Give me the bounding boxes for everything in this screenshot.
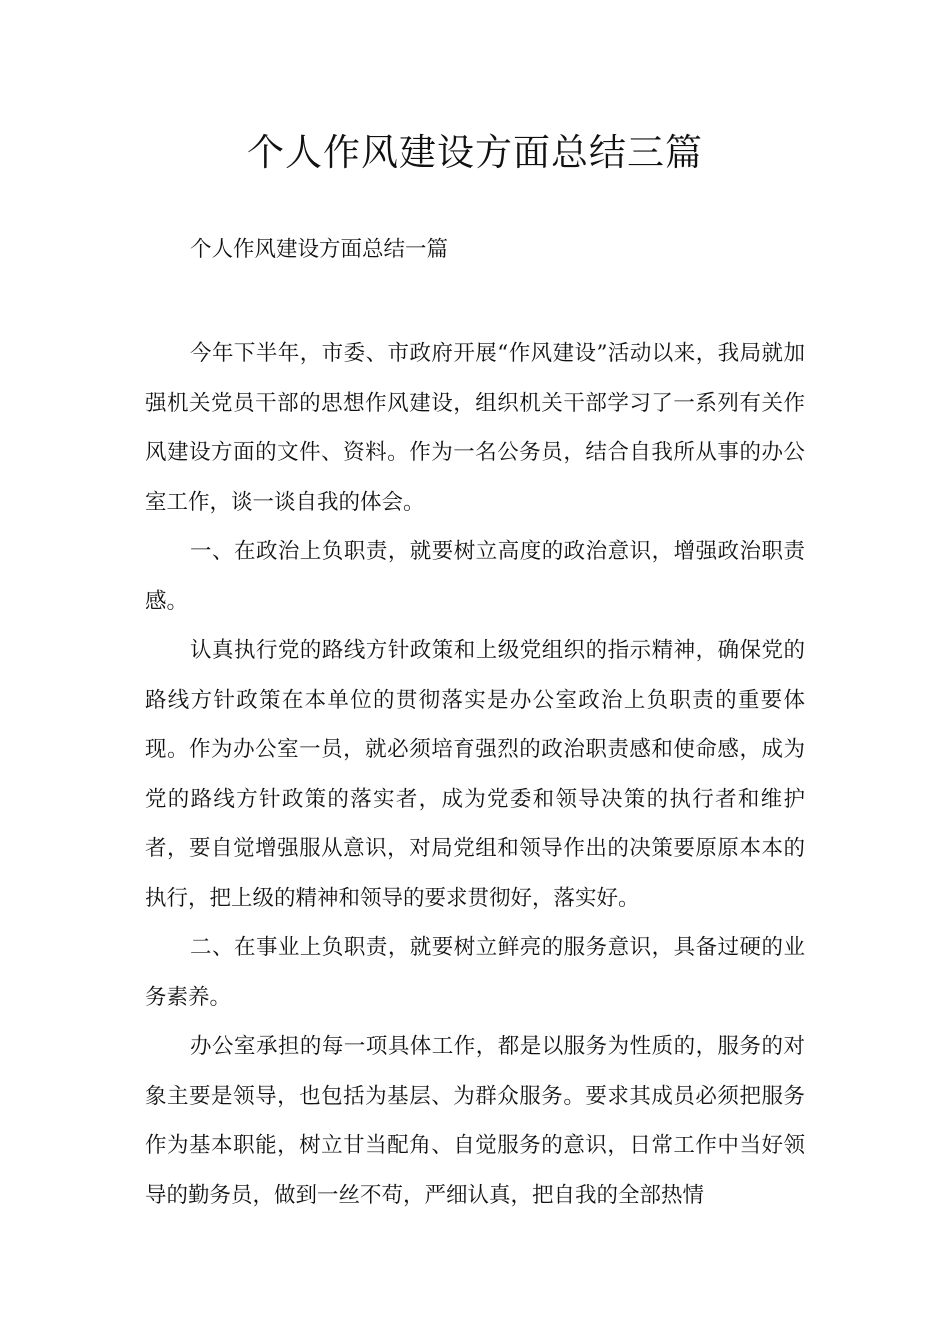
document-body	[145, 329, 805, 1220]
document-title: 个人作风建设方面总结三篇	[247, 131, 703, 174]
paragraph-intro: 今年下半年，市委、市政府开展“作风建设”活动以来，我局就加强机关党员干部的思想作风建设，组织机关干部学习了一系列有关作风建设方面的文件、资料。作为一名公务员，结合自我所从事的办公室工作，谈一谈自我的体会。	[145, 341, 805, 515]
paragraph-service: 办公室承担的每一项具体工作，都是以服务为性质的，服务的对象主要是领导，也包括为基层、为群众服务。要求其成员必须把服务作为基本职能，树立甘当配角、自觉服务的意识，日常工作中当好领导的勤务员，做到一丝不苟，严细认真，把自我的全部热情	[145, 1034, 805, 1208]
section-title: 个人作风建设方面总结一篇	[190, 237, 449, 262]
paragraph-political: 认真执行党的路线方针政策和上级党组织的指示精神，确保党的路线方针政策在本单位的贯彻落实是办公室政治上负职责的重要体现。作为办公室一员，就必须培育强烈的政治职责感和使命感，成为党的路线方针政策的落实者，成为党委和领导决策的执行者和维护者，要自觉增强服从意识，对局党组和领导作出的决策要原原本本的执行，把上级的精神和领导的要求贯彻好，落实好。	[145, 638, 805, 911]
paragraph-heading-1: 一、在政治上负职责，就要树立高度的政治意识，增强政治职责感。	[145, 539, 805, 614]
paragraph-heading-2: 二、在事业上负职责，就要树立鲜亮的服务意识，具备过硬的业务素养。	[145, 935, 805, 1010]
